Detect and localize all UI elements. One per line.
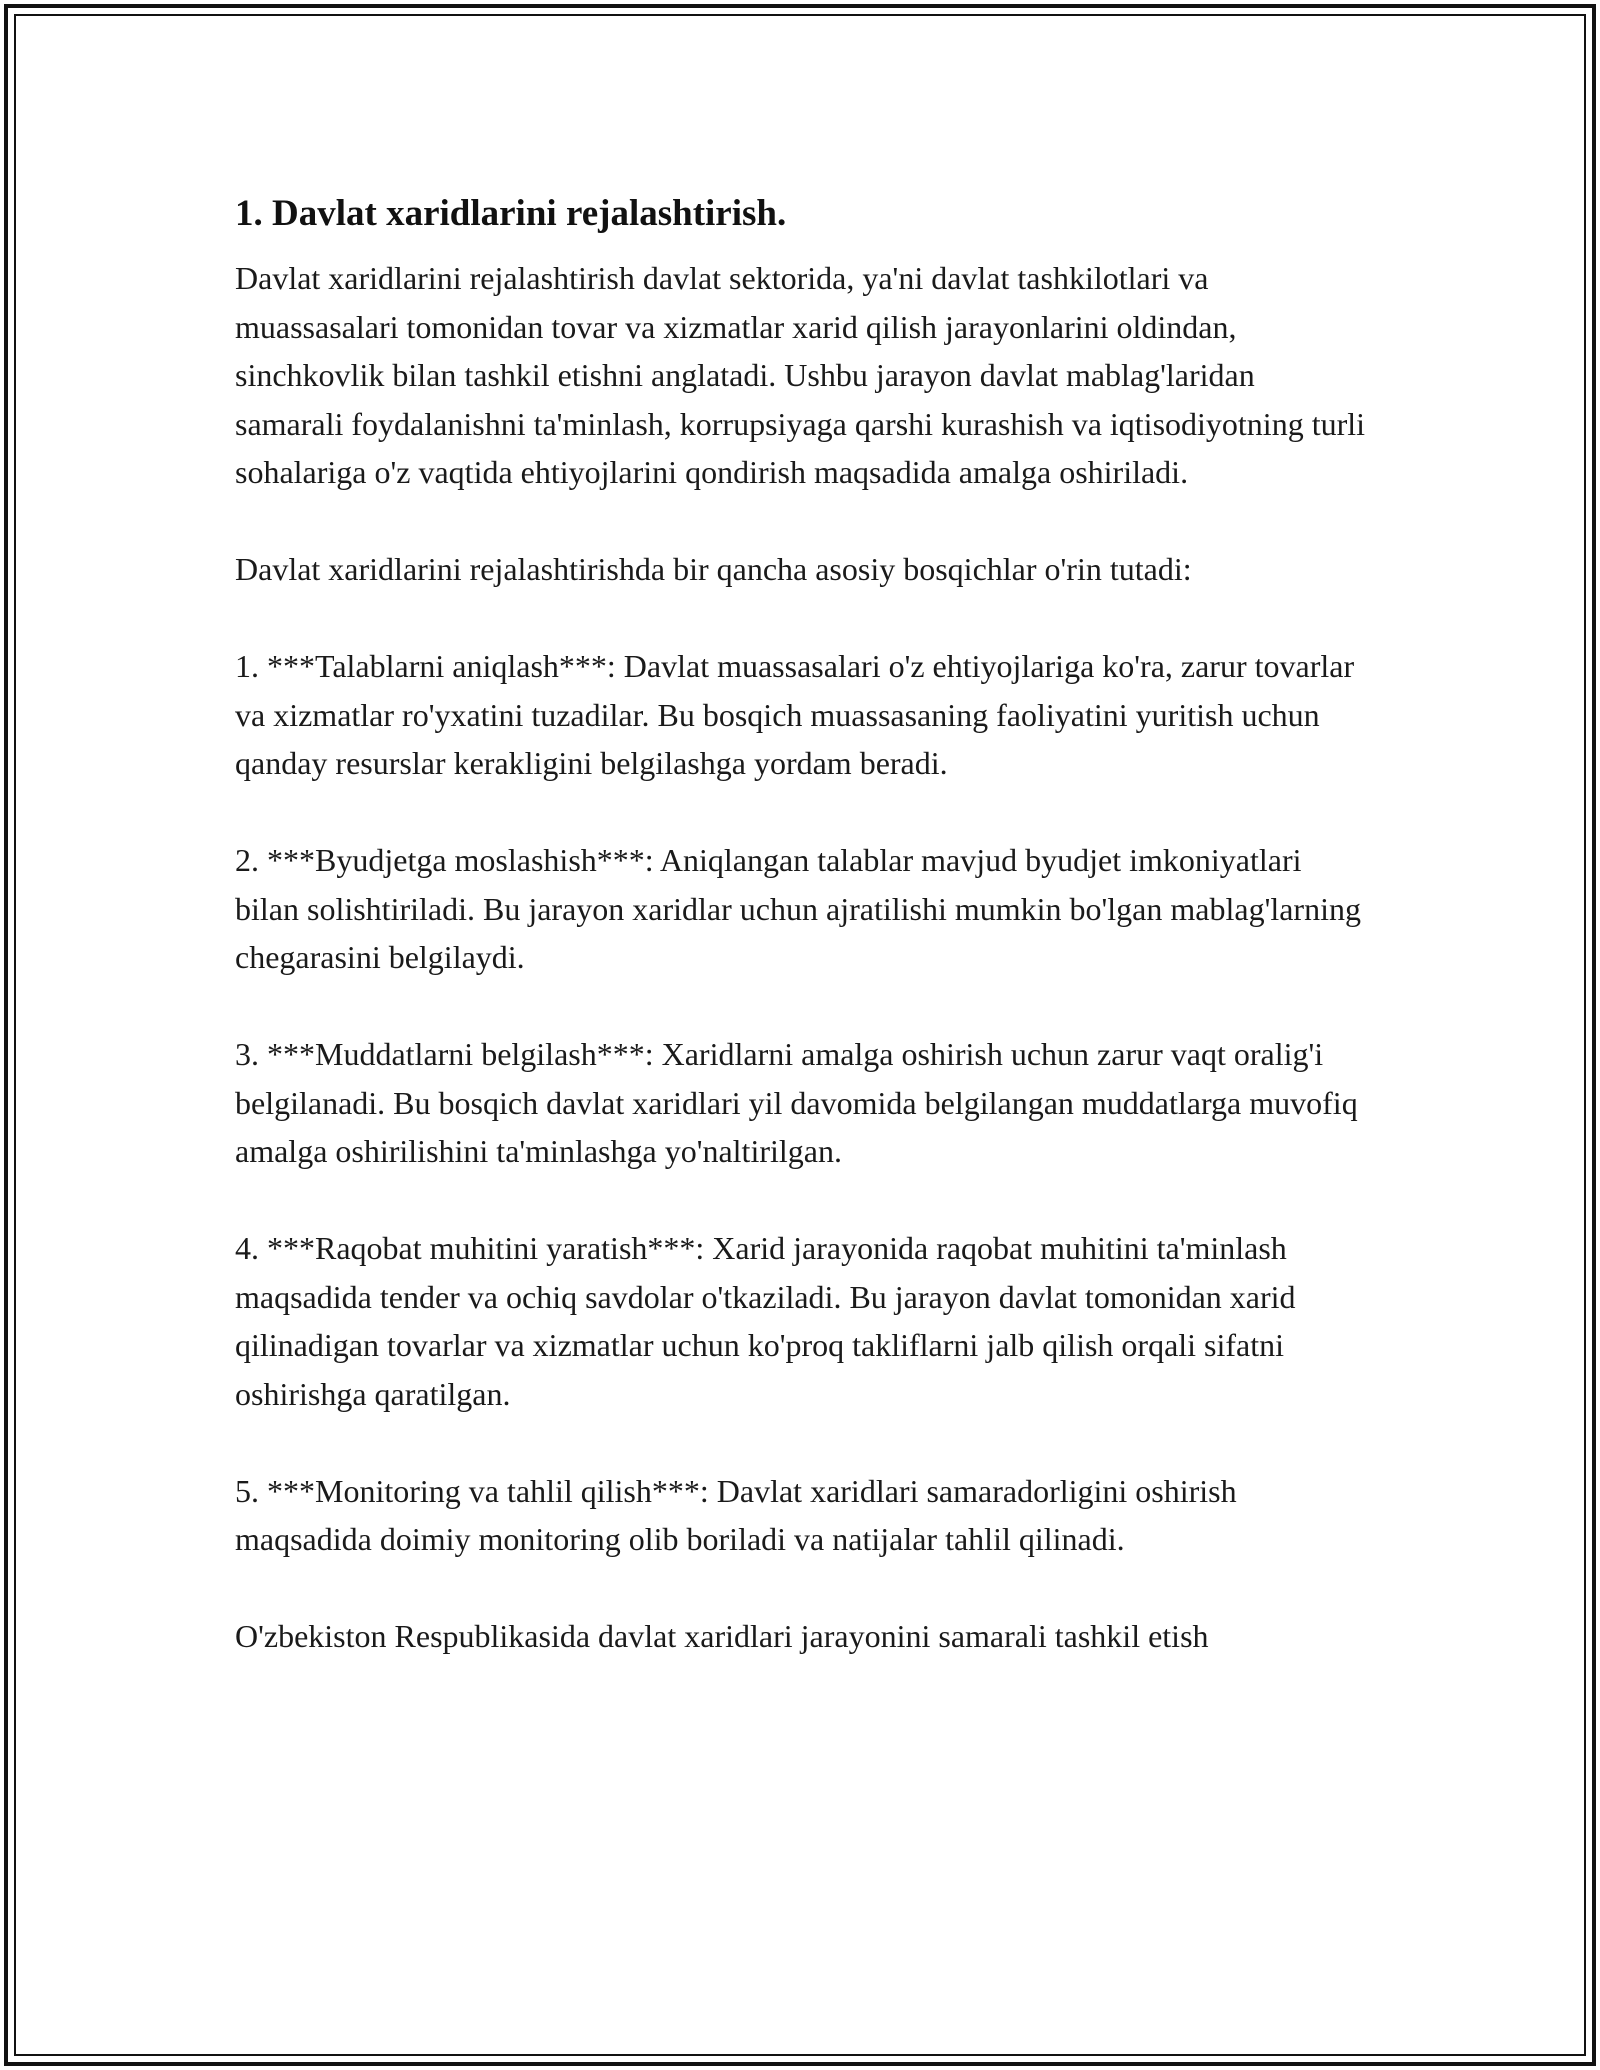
list-item-stage-5: 5. ***Monitoring va tahlil qilish***: Davlat xaridlari samaradorligini oshirish maqsadida doimiy monitoring olib boriladi va natijalar tahlil qilinadi. xyxy=(235,1472,1237,1557)
list-item-stage-3: 3. ***Muddatlarni belgilash***: Xaridlarni amalga oshirish uchun zarur vaqt oralig'i belgilanadi. Bu bosqich davlat xaridlari yil davomida belgilangan muddatlarga muvofiq amalga oshirilishini ta'minlashga yo'naltirilgan. xyxy=(235,1036,1358,1169)
list-item-stage-4: 4. ***Raqobat muhitini yaratish***: Xarid jarayonida raqobat muhitini ta'minlash maqsadida tender va ochiq savdolar o'tkaziladi. Bu jarayon davlat tomonidan xarid qilinadigan tovarlar va xizmatlar uchun ko'proq takliflarni jalb qilish orqali sifatni oshirishga qaratilgan. xyxy=(235,1230,1296,1412)
paragraph-closing: O'zbekiston Respublikasida davlat xaridlari jarayonini samarali tashkil etish xyxy=(235,1618,1209,1654)
list-item-stage-1: 1. ***Talablarni aniqlash***: Davlat muassasalari o'z ehtiyojlariga ko'ra, zarur tovarlar va xizmatlar ro'yxatini tuzadilar. Bu bosqich muassasaning faoliyatini yuritish uchun qanday resurslar kerakligini belgilashga yordam beradi. xyxy=(235,648,1355,781)
list-item-stage-2: 2. ***Byudjetga moslashish***: Aniqlangan talablar mavjud byudjet imkoniyatlari bilan solishtiriladi. Bu jarayon xaridlar uchun ajratilishi mumkin bo'lgan mablag'larning chegarasini belgilaydi. xyxy=(235,842,1361,975)
paragraph-stages-intro: Davlat xaridlarini rejalashtirishda bir qancha asosiy bosqichlar o'rin tutadi: xyxy=(235,551,1192,587)
paragraph-intro: Davlat xaridlarini rejalashtirish davlat sektorida, ya'ni davlat tashkilotlari va muassasalari tomonidan tovar va xizmatlar xarid qilish jarayonlarini oldindan, sinchkovlik bilan tashkil etishni anglatadi. Ushbu jarayon davlat mablag'laridan samarali foydalanishni ta'minlash, korrupsiyaga qarshi kurashish va iqtisodiyotning turli sohalariga o'z vaqtida ehtiyojlarini qondirish maqsadida amalga oshiriladi. xyxy=(235,260,1366,490)
document-body xyxy=(235,186,1365,1661)
section-heading: 1. Davlat xaridlarini rejalashtirish. xyxy=(235,193,787,234)
